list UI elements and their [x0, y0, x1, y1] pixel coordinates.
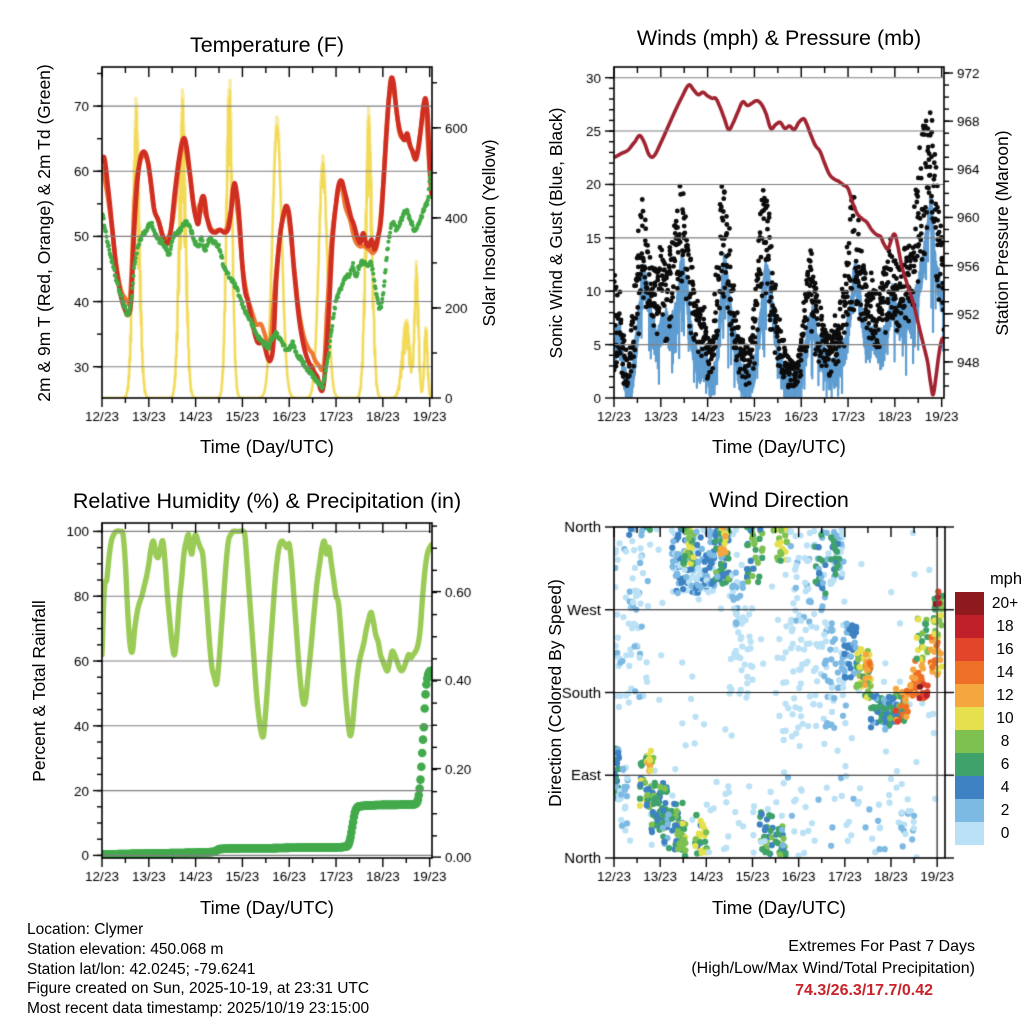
recent-timestamp: Most recent data timestamp: 2025/10/19 23:15:00 [27, 1000, 370, 1018]
figure-created: Figure created on Sun, 2025-10-19, at 23:31 UTC [27, 980, 370, 998]
colorbar-swatch [955, 776, 984, 799]
colorbar-swatch [955, 730, 984, 753]
extremes-subtitle: (High/Low/Max Wind/Total Precipitation) [691, 959, 975, 977]
station-location: Location: Clymer [27, 921, 144, 938]
chart3-ylabel-left: Percent & Total Rainfall [29, 600, 49, 782]
colorbar-swatch [955, 661, 984, 684]
colorbar-label: 18 [996, 618, 1014, 635]
chart1-title: Temperature (F) [189, 33, 345, 57]
chart4-ylabel-left: Direction (Colored By Speed) [545, 579, 565, 807]
chart1-ylabel-left: 2m & 9m T (Red, Orange) & 2m Td (Green) [34, 64, 54, 402]
colorbar-label: 0 [1000, 825, 1010, 842]
chart2-ylabel-left: Sonic Wind & Gust (Blue, Black) [546, 107, 566, 359]
station-info [27, 920, 369, 1019]
colorbar-label: 20+ [991, 595, 1019, 612]
colorbar-swatch [955, 592, 984, 615]
colorbar-label: 12 [996, 687, 1014, 704]
chart4-title: Wind Direction [709, 488, 849, 512]
colorbar-label: 14 [996, 664, 1014, 681]
station-elevation: Station elevation: 450.068 m [27, 940, 224, 958]
colorbar-label: 8 [1000, 733, 1010, 750]
chart1-ylabel-right: Solar Insolation (Yellow) [479, 139, 499, 327]
chart2-ylabel-right: Station Pressure (Maroon) [992, 130, 1012, 336]
colorbar-swatch [955, 684, 984, 707]
chart3-title: Relative Humidity (%) & Precipitation (in) [72, 489, 462, 513]
chart2-title: Winds (mph) & Pressure (mb) [636, 26, 922, 50]
extremes-values: 74.3/26.3/17.7/0.42 [795, 981, 933, 999]
colorbar-label: 16 [996, 641, 1014, 658]
extremes-block [691, 936, 975, 1001]
station-latlon: Station lat/lon: 42.0245; -79.6241 [27, 960, 256, 978]
colorbar-swatch [955, 638, 984, 661]
colorbar-swatch [955, 822, 984, 845]
chart3-xlabel: Time (Day/UTC) [200, 897, 334, 918]
extremes-title: Extremes For Past 7 Days [788, 938, 975, 955]
colorbar-swatch [955, 799, 984, 822]
colorbar-swatch [955, 753, 984, 776]
colorbar-title: mph [989, 570, 1023, 588]
colorbar-label: 6 [1000, 756, 1010, 773]
colorbar-swatch [955, 615, 984, 638]
colorbar-label: 2 [1000, 802, 1010, 819]
colorbar-swatch [955, 707, 984, 730]
chart2-xlabel: Time (Day/UTC) [712, 436, 846, 457]
colorbar-label: 4 [1000, 779, 1010, 796]
chart1-xlabel: Time (Day/UTC) [200, 436, 334, 457]
chart4-xlabel: Time (Day/UTC) [712, 897, 846, 918]
colorbar-label: 10 [996, 710, 1014, 727]
